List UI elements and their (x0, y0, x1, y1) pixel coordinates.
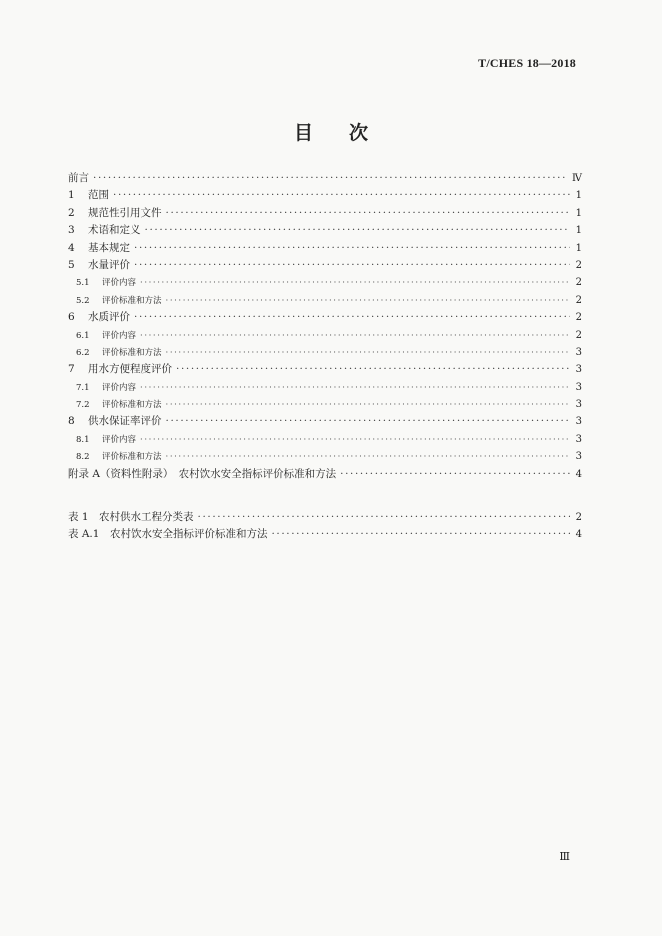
toc-entry-page: 1 (575, 242, 582, 254)
leader-dots (140, 275, 570, 292)
toc-entry-label: 水质评价 (88, 311, 130, 324)
toc-entry-number: 8.1 (76, 434, 90, 445)
toc-entry[interactable] (68, 309, 582, 326)
leader-dots (140, 380, 570, 397)
leader-dots (271, 526, 570, 543)
toc-entry-number: 3 (68, 224, 75, 237)
toc-entry-label: 供水保证率评价 (88, 415, 162, 428)
toc-entry-page: 1 (575, 225, 582, 237)
leader-dots (166, 397, 570, 414)
leader-dots (145, 222, 571, 239)
toc-entry[interactable] (68, 509, 582, 526)
toc-entry[interactable] (68, 448, 582, 465)
toc-entry-number: 7.1 (76, 382, 90, 393)
list-of-tables (68, 509, 582, 544)
toc-entry-page: 2 (575, 512, 582, 523)
toc-entry[interactable] (68, 257, 582, 274)
toc-entry-page: 1 (575, 190, 582, 202)
toc-entry-label: 表 1 农村供水工程分类表 (68, 511, 194, 523)
toc-entry[interactable] (68, 292, 582, 309)
toc-entry-label: 规范性引用文件 (88, 206, 162, 219)
toc-entry[interactable] (68, 327, 582, 344)
page-title: 目次 (293, 122, 404, 144)
toc-entry-page: 3 (575, 399, 582, 411)
toc-entry-number: 6 (68, 311, 75, 324)
toc-entry-label: 评价内容 (102, 382, 137, 393)
toc-entry[interactable] (68, 526, 582, 543)
toc-entry-page: 2 (575, 294, 582, 306)
toc-entry-label: 评价标准和方法 (102, 347, 162, 358)
leader-dots (134, 240, 570, 257)
toc-entry-label: 评价标准和方法 (102, 452, 162, 463)
standard-code: T/CHES 18—2018 (478, 56, 576, 70)
toc-entry[interactable] (68, 240, 582, 257)
toc-entry-page: 2 (575, 259, 582, 271)
toc-entry-number: 4 (68, 241, 75, 254)
toc-entry[interactable] (68, 396, 582, 413)
leader-dots (340, 466, 570, 483)
toc-entry-page: 3 (575, 433, 582, 445)
leader-dots (176, 361, 570, 378)
toc-entry-label: 附录 A（资料性附录） 农村饮水安全指标评价标准和方法 (68, 467, 337, 480)
toc-entry-label: 用水方便程度评价 (88, 363, 172, 376)
leader-dots (166, 345, 570, 362)
page-number: Ⅲ (559, 851, 570, 863)
toc-entry[interactable] (68, 187, 582, 204)
toc-entry-page: 4 (575, 468, 582, 480)
toc-entry-page: Ⅳ (572, 173, 582, 184)
toc-entry-label: 评价标准和方法 (102, 400, 162, 411)
toc-entry-page: 3 (575, 451, 582, 463)
toc-entry-label: 范围 (88, 189, 109, 202)
toc-entry-label: 评价内容 (102, 434, 137, 445)
leader-dots (93, 170, 568, 187)
toc-entry-number: 8 (68, 415, 75, 428)
toc-entry-page: 2 (575, 312, 582, 324)
toc-entry-label: 评价内容 (102, 278, 137, 289)
toc-entry-number: 2 (68, 206, 75, 219)
toc-entry-page: 3 (575, 416, 582, 428)
leader-dots (134, 309, 570, 326)
toc-entry-page: 4 (575, 529, 582, 541)
toc-entry-number: 6.1 (76, 330, 90, 341)
toc-entry[interactable] (68, 361, 582, 378)
toc-entry-label: 评价内容 (102, 330, 137, 341)
leader-dots (140, 328, 570, 345)
toc-entry-number: 1 (68, 189, 75, 202)
leader-dots (166, 293, 570, 310)
toc-entry-label: 评价标准和方法 (102, 295, 162, 306)
table-of-contents (68, 170, 582, 483)
toc-entry-page: 2 (575, 329, 582, 341)
toc-entry-page: 3 (575, 381, 582, 393)
toc-entry-label: 水量评价 (88, 258, 130, 271)
toc-entry-number: 5.1 (76, 278, 90, 289)
leader-dots (166, 413, 571, 430)
toc-entry[interactable] (68, 344, 582, 361)
toc-entry-number: 7 (68, 363, 75, 376)
leader-dots (140, 432, 570, 449)
leader-dots (166, 449, 570, 466)
toc-entry-page: 3 (575, 364, 582, 376)
toc-entry[interactable] (68, 205, 582, 222)
toc-entry[interactable] (68, 170, 582, 187)
toc-entry[interactable] (68, 222, 582, 239)
toc-entry-label: 前言 (68, 172, 89, 184)
toc-entry-label: 基本规定 (88, 241, 130, 254)
toc-entry-number: 5.2 (76, 295, 90, 306)
toc-entry-number: 8.2 (76, 452, 90, 463)
toc-entry-label: 表 A.1 农村饮水安全指标评价标准和方法 (68, 528, 268, 541)
toc-entry-number: 6.2 (76, 347, 90, 358)
toc-entry[interactable] (68, 379, 582, 396)
toc-entry[interactable] (68, 274, 582, 291)
toc-entry-page: 3 (575, 346, 582, 358)
toc-entry-number: 7.2 (76, 400, 90, 411)
leader-dots (134, 257, 570, 274)
leader-dots (166, 205, 571, 222)
toc-entry[interactable] (68, 466, 582, 483)
leader-dots (198, 509, 570, 526)
toc-entry-number: 5 (68, 258, 75, 271)
toc-entry-label: 术语和定义 (88, 224, 141, 237)
toc-entry-page: 1 (575, 207, 582, 219)
toc-entry-page: 2 (575, 277, 582, 289)
toc-entry[interactable] (68, 413, 582, 430)
toc-entry[interactable] (68, 431, 582, 448)
leader-dots (113, 187, 570, 204)
